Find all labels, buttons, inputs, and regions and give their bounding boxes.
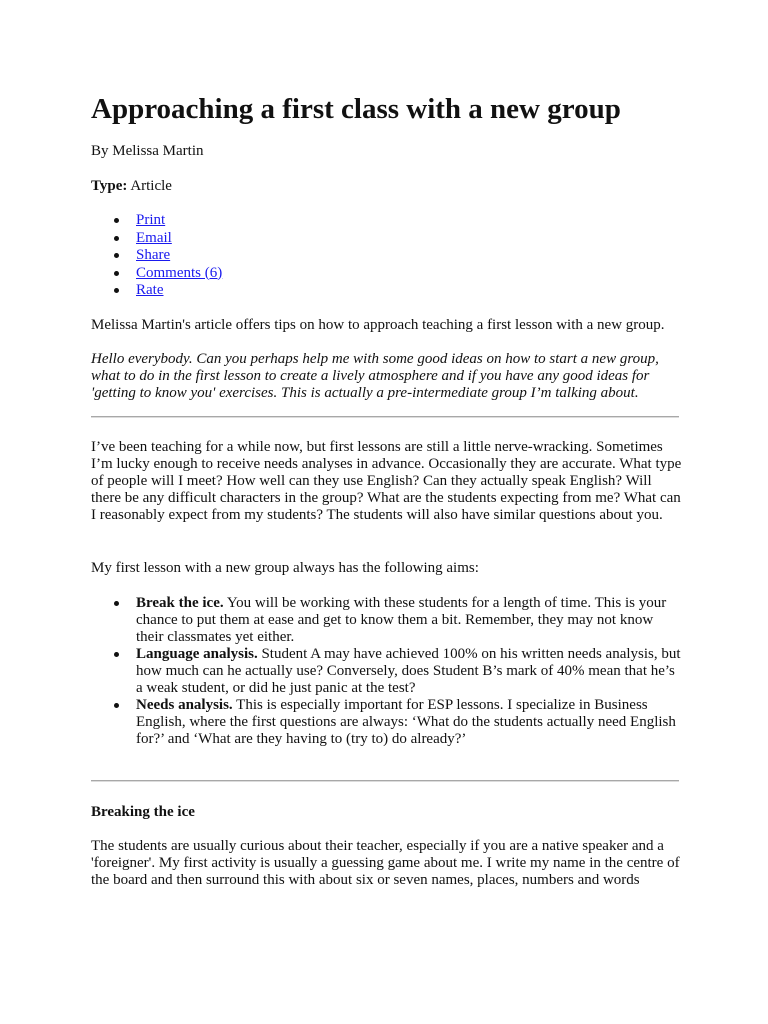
aim-text: You will be working with these students for a length of time. This is your chance to put them at ease and get to know them a bit. Remember, they may not know their classmates yet either. — [136, 595, 667, 645]
type-value: Article — [127, 178, 172, 194]
aim-term: Needs analysis. — [136, 697, 233, 713]
aim-term: Break the ice. — [136, 595, 224, 611]
share-link[interactable]: Share — [136, 247, 171, 263]
comments-link[interactable]: Comments (6) — [136, 264, 223, 281]
aim-break-the-ice — [91, 595, 683, 646]
article-actions — [91, 212, 222, 300]
print-link[interactable]: Print — [136, 212, 166, 228]
aim-text: Student A may have achieved 100% on his written needs analysis, but how much can he actually use? Conversely, does Student B’s mark of 40% mean that he’s a weak student, or did he just panic at the test? — [136, 646, 681, 696]
article-type — [91, 178, 683, 195]
aim-needs-analysis — [91, 697, 683, 748]
body-paragraph: The students are usually curious about their teacher, especially if you are a native speaker and a 'foreigner'. My first activity is usually a guessing game about me. I write my name in the centre of the board and then surround this with about six or seven names, places, numbers and words — [91, 838, 680, 888]
type-label: Type: — [91, 178, 128, 194]
aim-term: Language analysis. — [136, 646, 258, 662]
action-item-print — [91, 212, 222, 230]
action-item-email — [91, 230, 222, 248]
aim-text: This is especially important for ESP lessons. I specialize in Business English, where the first questions are always: ‘What do the students actually need English for?’ and ‘What are they having to (try to) do already?’ — [136, 697, 676, 747]
divider — [91, 780, 679, 782]
byline: By Melissa Martin — [91, 143, 204, 159]
aim-language-analysis — [91, 646, 683, 697]
email-link[interactable]: Email — [136, 229, 172, 246]
article-title: Approaching a first class with a new group — [91, 93, 621, 125]
action-item-comments — [91, 265, 222, 283]
rate-link[interactable]: Rate — [136, 282, 164, 298]
body-paragraph: I’ve been teaching for a while now, but first lessons are still a little nerve-wracking. Sometimes I’m lucky enough to receive needs analyses in advance. Occasionally they are accurate. What type of people will I meet? How well can they use English? Can they actually speak English? Will there be any difficult characters in the group? What are the students expecting from me? What can I reasonably expect from my students? The students will also have similar questions about you. — [91, 439, 682, 523]
section-heading: Breaking the ice — [91, 804, 195, 820]
reader-question: Hello everybody. Can you perhaps help me with some good ideas on how to start a new group, what to do in the first lesson to create a lively atmosphere and if you have any good ideas for 'getting to know you' exercises. This is actually a pre-intermediate group I’m talking about. — [91, 351, 659, 401]
aims-list — [91, 595, 683, 748]
aims-intro: My first lesson with a new group always has the following aims: — [91, 560, 479, 576]
action-item-rate — [91, 282, 222, 300]
action-item-share — [91, 247, 222, 265]
article-intro: Melissa Martin's article offers tips on how to approach teaching a first lesson with a new group. — [91, 317, 665, 333]
divider — [91, 416, 679, 418]
